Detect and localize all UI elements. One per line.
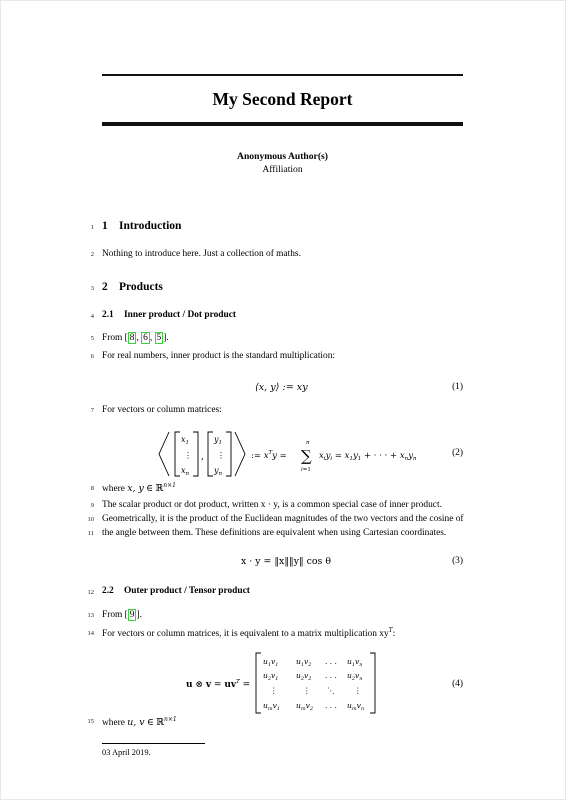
line-number: 10 — [87, 516, 94, 523]
svg-text:. . .: . . . — [325, 657, 337, 666]
line-number: 12 — [87, 589, 94, 596]
svg-text:u1v1: $u_1v_1$ — [263, 657, 279, 668]
subsection-number: 2.1 — [102, 310, 114, 320]
line-number: 15 — [87, 718, 94, 725]
svg-text:u2v1: $u_2v_1$ — [263, 671, 279, 682]
svg-text:umv1: $u_mv_1$ — [263, 701, 281, 712]
title-bottom-rule — [102, 122, 463, 126]
section-heading-products — [102, 281, 163, 293]
equation-2 — [155, 428, 435, 480]
footnote: 03 April 2019. — [102, 748, 151, 757]
svg-text:. . .: . . . — [325, 671, 337, 680]
svg-text:⋮: ⋮ — [354, 686, 362, 695]
svg-text:⋮: ⋮ — [184, 451, 192, 460]
subsection-title: Outer product / Tensor product — [124, 586, 250, 596]
line-number: 9 — [90, 502, 94, 509]
equation-number: (1) — [452, 382, 463, 392]
section-number: 2 — [102, 281, 108, 293]
title-top-rule — [102, 74, 463, 76]
where-label: where — [102, 484, 125, 495]
equation-1: ⟨x, y⟩ := xy — [255, 382, 308, 393]
line-number: 5 — [90, 335, 94, 342]
svg-text:xn: $x_n$ — [181, 466, 190, 477]
svg-text:x1: $x_1$ — [181, 435, 190, 446]
from-label: From — [102, 610, 123, 620]
outer-vectors-line: For vectors or column matrices, it is equivalent to a matrix multiplication $xy^T$: — [102, 627, 396, 640]
svg-text:umvn: $u_mv_n$ — [347, 701, 365, 712]
svg-text:,: , — [201, 452, 204, 462]
section-title: Introduction — [119, 220, 182, 232]
section-title: Products — [119, 281, 163, 293]
svg-text:xiyi = x1y1 + · · · + xnyn: $x_iy_i = x_1y_1$ + · · · + $x_ny_n$ — [319, 451, 417, 462]
subsection-heading-outer-product — [102, 586, 250, 596]
citation-link[interactable]: 8 — [129, 333, 135, 343]
line-number: 11 — [87, 530, 94, 537]
svg-text:⋮: ⋮ — [270, 686, 278, 695]
svg-text:u2vn: $u_2v_n$ — [347, 671, 363, 682]
svg-text:i=1: i=1 — [301, 467, 311, 473]
line-number: 13 — [87, 612, 94, 619]
line-number: 3 — [90, 285, 94, 292]
equation-3: x · y = ‖x‖‖y‖ cos θ — [241, 556, 331, 567]
line-number: 4 — [90, 313, 94, 320]
citation-link[interactable]: 9 — [129, 610, 135, 620]
section-number: 1 — [102, 220, 108, 232]
line-number: 14 — [87, 630, 94, 637]
svg-text:yn: $y_n$ — [214, 466, 223, 477]
svg-text:u1vn: $u_1v_n$ — [347, 657, 363, 668]
citation-link[interactable]: 6 — [143, 333, 148, 343]
line-number: 1 — [90, 224, 94, 231]
equation-number: (3) — [452, 556, 463, 566]
paragraph-line: The scalar product or dot product, written x · y, is a common special case of inner product. — [102, 500, 442, 510]
inner-real-text: For real numbers, inner product is the standard multiplication: — [102, 351, 336, 361]
svg-text:⋮: ⋮ — [303, 686, 311, 695]
svg-text:y1: $y_1$ — [214, 435, 223, 446]
subsection-heading-inner-product — [102, 310, 236, 320]
svg-text:⋮: ⋮ — [217, 451, 225, 460]
equation-number: (2) — [452, 448, 463, 458]
line-number: 8 — [90, 485, 94, 492]
outer-from-line: From [ 9 ]. — [102, 610, 142, 620]
line-number: 6 — [90, 353, 94, 360]
affiliation: Affiliation — [262, 164, 303, 175]
svg-text:u1v2: $u_1v_2$ — [296, 657, 312, 668]
svg-text:n: n — [306, 440, 310, 446]
footnote-rule — [102, 743, 205, 744]
line-number: 2 — [90, 251, 94, 258]
svg-text:. . .: . . . — [325, 701, 337, 710]
outer-where-line: where u, v ∈ ℝ$^{n\times 1}$ — [102, 716, 177, 729]
subsection-number: 2.2 — [102, 586, 114, 596]
author: Anonymous Author(s) — [237, 151, 328, 162]
svg-text:∑: ∑ — [301, 447, 312, 465]
outer-vectors-text: For vectors or column matrices, it is equivalent to a matrix multiplication xy — [102, 629, 389, 640]
svg-text:⋱: ⋱ — [327, 686, 335, 695]
line-number: 7 — [90, 407, 94, 414]
equation-number: (4) — [452, 679, 463, 689]
svg-text:u2v2: $u_2v_2$ — [296, 671, 312, 682]
citation-link[interactable]: 5 — [156, 333, 162, 343]
paragraph-line: the angle between them. These definitions are equivalent when using Cartesian coordinates. — [102, 528, 447, 538]
from-label: From — [102, 333, 123, 343]
svg-text:umv2: $u_mv_2$ — [296, 701, 314, 712]
svg-text::= xTy =: := $x^Ty$ = — [251, 450, 287, 461]
svg-text:u ⊗ v = uvT =: u ⊗ $v = uv^T$ = — [186, 679, 251, 690]
where-label: where — [102, 718, 125, 729]
section-heading-introduction — [102, 220, 181, 232]
subsection-title: Inner product / Dot product — [124, 310, 236, 320]
inner-from-line: From [ 8 , 6 , 5 ]. — [102, 333, 169, 343]
equation-4 — [184, 650, 384, 716]
page-title: My Second Report — [212, 89, 353, 109]
paragraph-line: Geometrically, it is the product of the Euclidean magnitudes of the two vectors and the cosine of — [102, 514, 464, 524]
intro-text: Nothing to introduce here. Just a collection of maths. — [102, 249, 301, 259]
inner-vectors-text: For vectors or column matrices: — [102, 405, 222, 415]
inner-where-line: where x, y ∈ ℝ$^{n\times 1}$ — [102, 482, 176, 495]
